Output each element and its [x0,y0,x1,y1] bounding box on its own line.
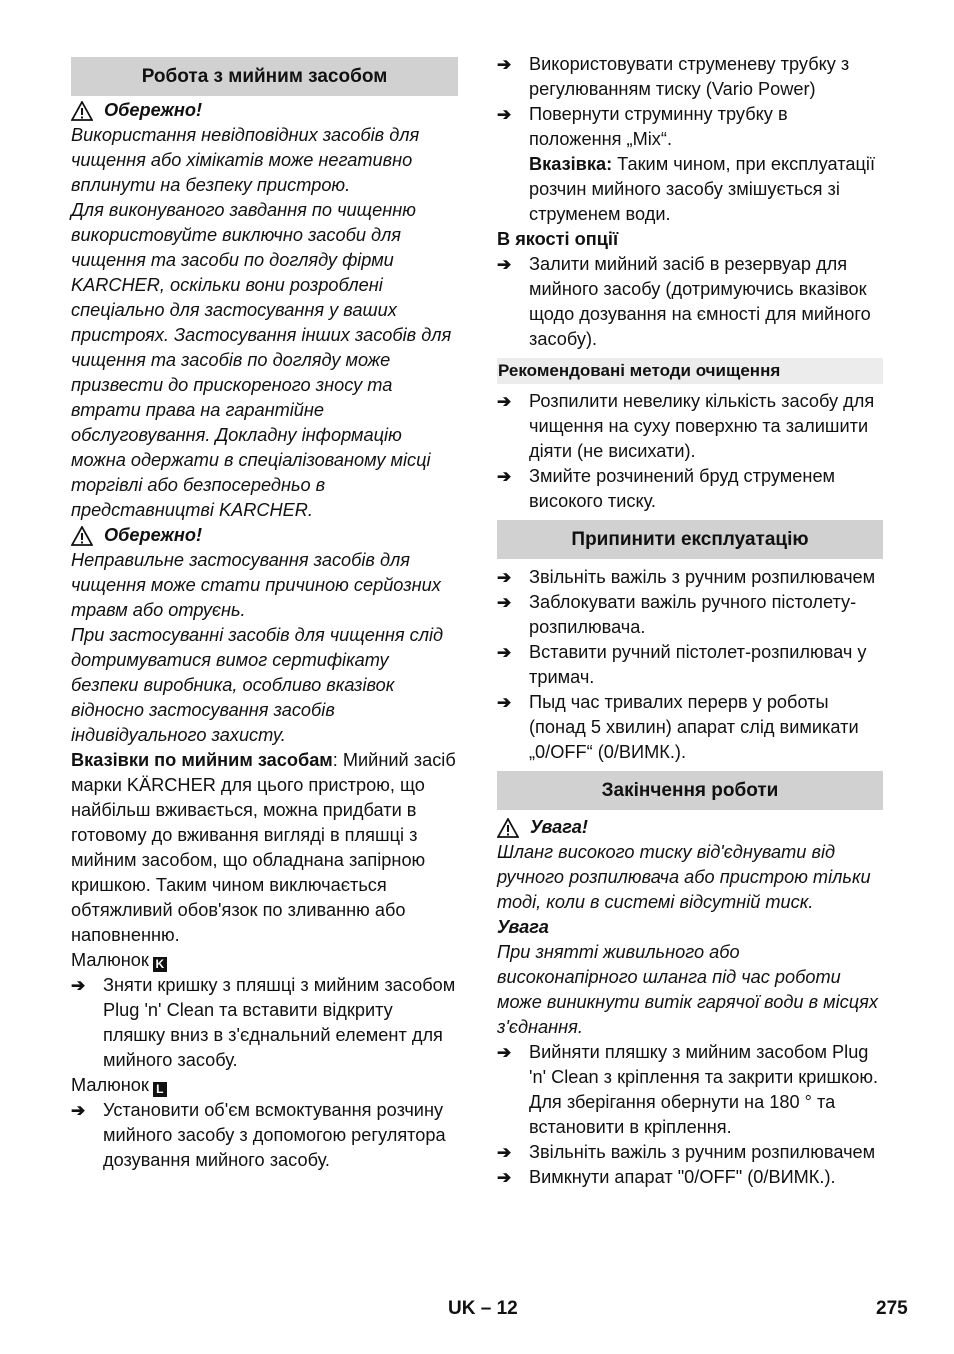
caution-text-2: Неправильне застосування засобів для чищення може стати причиною серйозних травм або отруєнь. [71,550,441,620]
figure-l-ref: Малюнок L [71,1073,458,1098]
list-item: ➔ Зняти кришку з пляшці з мийним засобом Plug 'n' Clean та вставити відкриту пляшку вниз в з'єднальний елемент для мийного засобу. [71,973,458,1073]
warning-triangle-icon [497,818,519,838]
list-item: ➔ Пыд час тривалих перерв у роботы (понад 5 хвилин) апарат слід вимикати „0/OFF“ (0/ВИМК.). [497,690,883,765]
footer-section-label: UK – 12 [448,1298,518,1319]
karcher-detergent-note: Для виконуваного завдання по чищенню використовуйте виключно засоби для чищення та засоби по догляду фірми KARCHER, оскільки вони розроблені спеціально для застосування у ваших пристроях. Застосування інших засобів для чищення та засобів по догляду може призвести до прискореного зносу та втрати права на гарантійне обслуговування. Докладну інформацію можна одержати в спеціалізованому місці торгівлі або безпосередньо в представництві KARCHER. [71,200,452,520]
list-item: ➔ Повернути струминну трубку в положення „Mix“. [497,102,883,152]
arrow-right-icon: ➔ [497,693,512,712]
arrow-right-icon: ➔ [497,1143,512,1162]
figure-k-ref: Малюнок K [71,948,458,973]
figure-l-badge: L [153,1082,167,1097]
arrow-right-icon: ➔ [497,1168,512,1187]
mix-note: Вказівка: Таким чином, при експлуатації розчин мийного засобу змішується зі струменем води. [529,154,876,224]
arrow-right-icon: ➔ [497,255,512,274]
list-item: ➔ Використовувати струменеву трубку з регулюванням тиску (Vario Power) [497,52,883,102]
list-item: ➔ Звільніть важіль з ручним розпилювачем [497,565,883,590]
list-item: ➔ Установити об'єм всмоктування розчину мийного засобу з допомогою регулятора дозування мийного засобу. [71,1098,458,1173]
arrow-right-icon: ➔ [497,1043,512,1062]
arrow-right-icon: ➔ [497,105,512,124]
list-item: ➔ Вимкнути апарат "0/OFF" (0/ВИМК.). [497,1165,883,1190]
list-item: ➔ Звільніть важіль з ручним розпилювачем [497,1140,883,1165]
warning-triangle-icon [71,101,93,121]
caution-label: Обережно! [71,98,458,123]
arrow-right-icon: ➔ [497,593,512,612]
arrow-right-icon: ➔ [497,55,512,74]
recommended-methods-heading: Рекомендовані методи очищення [497,358,883,384]
list-item: ➔ Змийте розчинений бруд струменем високого тиску. [497,464,883,514]
safety-sheet-note: При застосуванні засобів для чищення слід дотримуватися вимог сертифікату безпеки виробника, особливо вказівок відносно застосування засобів індивідуального захисту. [71,625,444,745]
caution-text: Використання невідповідних засобів для чищення або хімікатів може негативно вплинути на безпеку пристрою. [71,125,420,195]
list-item: ➔ Заблокувати важіль ручного пістолету-розпилювача. [497,590,883,640]
arrow-right-icon: ➔ [71,1101,86,1120]
left-column [71,57,458,1173]
arrow-right-icon: ➔ [71,976,86,995]
detergent-tips: Вказівки по мийним засобам: Мийний засіб марки KÄRCHER для цього пристрою, що найбільш вживається, можна придбати в готовому до вживання вигляді в пляшці з мийним засобом, що обладнана запірною кришкою. Таким чином виключається обтяжливий обов'язок по зливанню або наповненню. [71,750,456,945]
arrow-right-icon: ➔ [497,467,512,486]
list-item: ➔ Розпилити невелику кількість засобу для чищення на суху поверхню та залишити діяти (не висихати). [497,389,883,464]
attention-text-2: При знятті живильного або високонапірного шланга під час роботи може виникнути витік гарячої води в місцях з'єднання. [497,942,878,1037]
warning-triangle-icon [71,526,93,546]
section-heading-detergent: Робота з мийним засобом [71,57,458,96]
attention-label: Увага! [497,815,883,840]
arrow-right-icon: ➔ [497,568,512,587]
attention-label-2: Увага [497,917,549,937]
right-column [497,52,883,1190]
caution-label-2: Обережно! [71,523,458,548]
optional-label: В якості опції [497,229,619,249]
list-item: ➔ Вставити ручний пістолет-розпилювач у тримач. [497,640,883,690]
list-item: ➔ Залити мийний засіб в резервуар для мийного засобу (дотримуючись вказівок щодо дозування на ємності для мийного засобу). [497,252,883,352]
section-heading-stop: Припинити експлуатацію [497,520,883,559]
arrow-right-icon: ➔ [497,392,512,411]
footer-page-number: 275 [876,1298,908,1319]
arrow-right-icon: ➔ [497,643,512,662]
attention-text: Шланг високого тиску від'єднувати від ручного розпилювача або пристрою тільки тоді, коли в системі відсутній тиск. [497,842,871,912]
list-item: ➔ Вийняти пляшку з мийним засобом Plug 'n' Clean з кріплення та закрити кришкою. Для зберігання обернути на 180 ° та встановити в кріплення. [497,1040,883,1140]
section-heading-end: Закінчення роботи [497,771,883,810]
figure-k-badge: K [153,957,167,972]
